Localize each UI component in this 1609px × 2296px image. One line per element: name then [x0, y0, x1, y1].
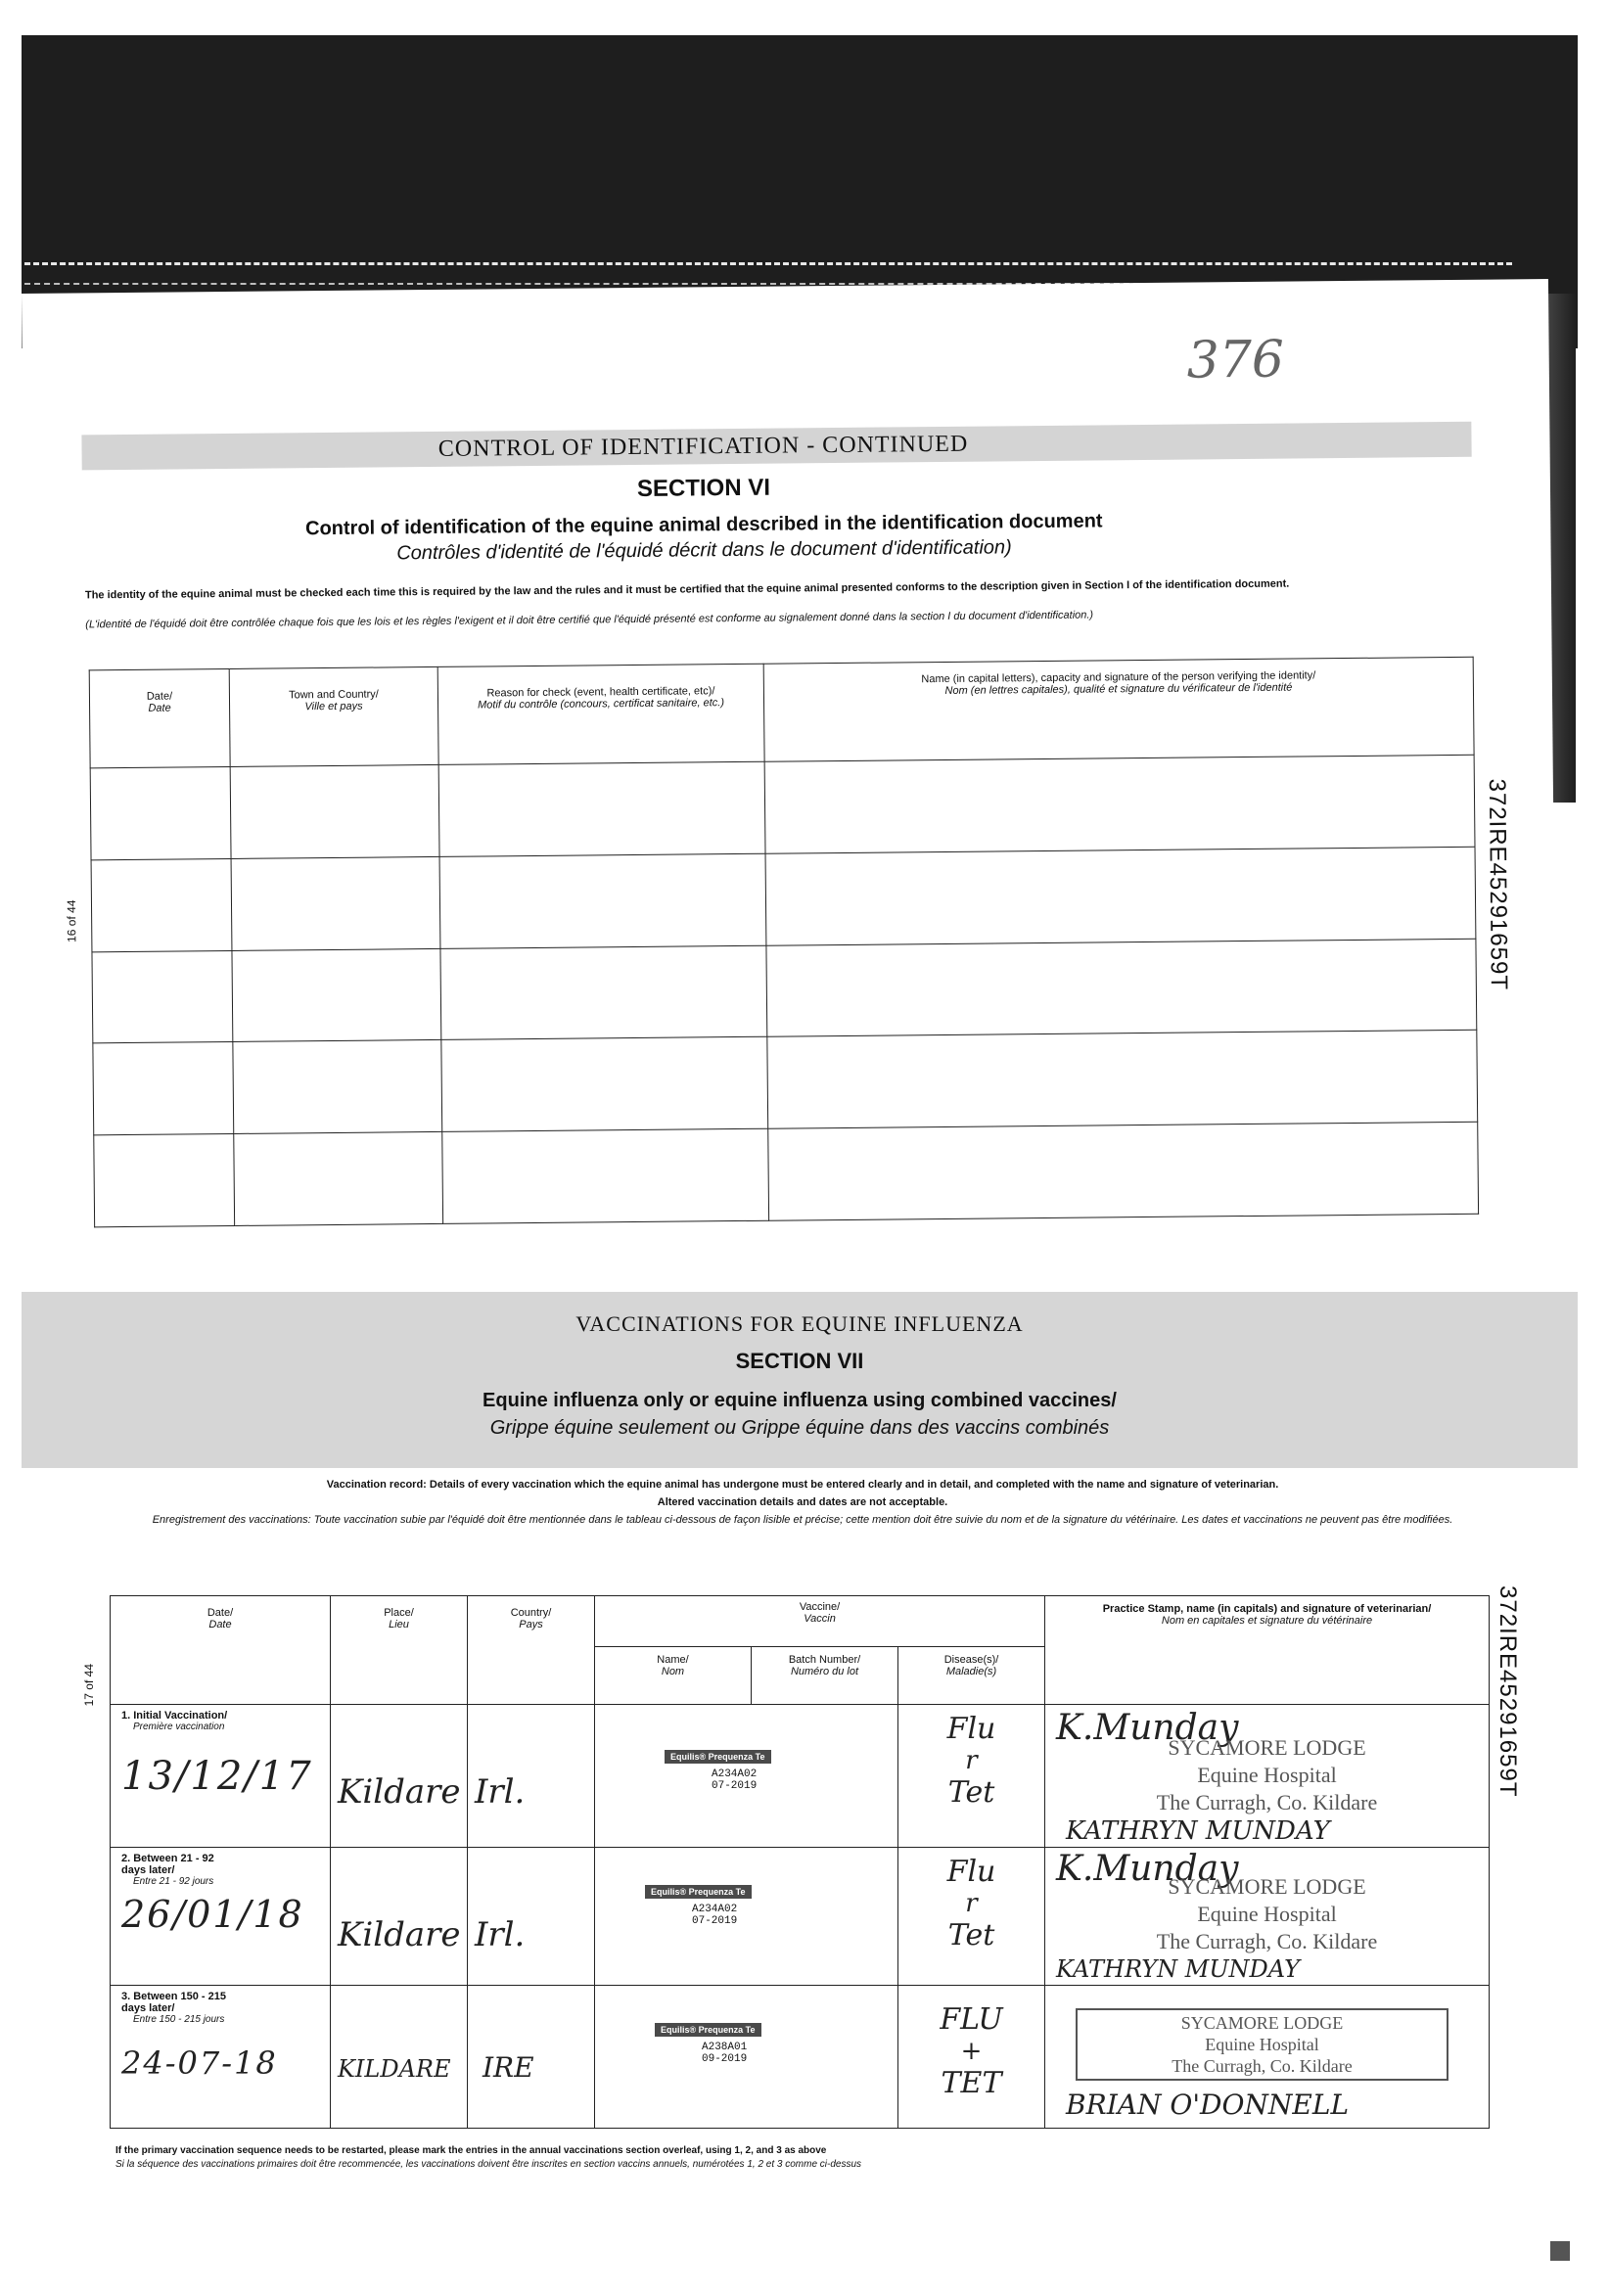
- page-number-16: 16 of 44: [64, 899, 79, 942]
- page-number-17: 17 of 44: [82, 1664, 96, 1707]
- row1-date-cell: 1. Initial Vaccination/ Première vaccination 13/12/17: [111, 1704, 331, 1848]
- row2-vet: K.Munday SYCAMORE LODGE Equine Hospital The Curragh, Co. Kildare KATHRYN MUNDAY: [1045, 1848, 1490, 1986]
- table-row: [111, 1848, 1490, 1986]
- header-vaccine-name: Name/ Nom: [595, 1647, 752, 1704]
- vaccination-record-fr: Enregistrement des vaccinations: Toute vaccination subie par l'équidé doit être mentionnée dans le tableau ci-dessous de façon lisible et précise; cette mention doit être suivie du nom et de la signature du vétérinaire. Les dates et vaccinations ne peuvent pas être modifiées.: [152, 1514, 1453, 1526]
- vaccination-record-en-2: Altered vaccination details and dates are not acceptable.: [657, 1496, 948, 1508]
- header-date: Date/ Date: [111, 1596, 331, 1705]
- row1-vaccine-sticker: Equilis® Prequenza Te A234A02 07-2019: [595, 1704, 898, 1848]
- header-batch-number: Batch Number/ Numéro du lot: [752, 1647, 898, 1704]
- row2-diseases: Flu r Tet: [898, 1848, 1045, 1986]
- section-vii-title-fr: Grippe équine seulement ou Grippe équine dans des vaccins combinés: [489, 1417, 1110, 1439]
- side-id-upper: 372IRE45291659T: [1483, 778, 1512, 991]
- section-vi-banner: CONTROL OF IDENTIFICATION - CONTINUED: [437, 431, 969, 462]
- header-place: Place/ Lieu: [331, 1596, 468, 1705]
- row3-diseases: FLU + TET: [898, 1986, 1045, 2129]
- vaccination-record-en: Vaccination record: Details of every vaccination which the equine animal has undergone must be entered clearly and in detail, and completed with the name and signature of veterinarian.: [326, 1479, 1279, 1491]
- col-town-country: Town and Country/ Ville et pays: [229, 666, 438, 766]
- col-reason: Reason for check (event, health certificate, etc)/ Motif du contrôle (concours, certificat sanitaire, etc.): [437, 664, 764, 764]
- col-date: Date/ Date: [89, 668, 230, 767]
- row2-place: Kildare: [331, 1848, 468, 1986]
- section-vi-instruction-en: The identity of the equine animal must be checked each time this is required by the law and the rules and it must be certified that the equine animal presented conforms to the description given in Section I of the identification document.: [84, 577, 1290, 602]
- section-vii-title-en: Equine influenza only or equine influenza using combined vaccines/: [483, 1390, 1117, 1411]
- header-diseases: Disease(s)/ Maladie(s): [898, 1647, 1045, 1704]
- row3-place: KILDARE: [331, 1986, 468, 2129]
- section-vi-title-en: Control of identification of the equine animal described in the identification document: [304, 510, 1103, 540]
- section-vi-table: [89, 657, 1479, 1228]
- row2-date-cell: 2. Between 21 - 92 days later/ Entre 21 - 92 jours 26/01/18: [111, 1848, 331, 1986]
- section-vi-title-fr: Contrôles d'identité de l'équidé décrit dans le document d'identification): [396, 536, 1012, 565]
- section-vii-heading: SECTION VII: [735, 1349, 864, 1373]
- row1-diseases: Flu r Tet: [898, 1704, 1045, 1848]
- row1-place: Kildare: [331, 1704, 468, 1848]
- footer-note-fr: Si la séquence des vaccinations primaires doit être recommencée, les vaccinations doivent être inscrites en section vaccins annuels, numérotées 1, 2 et 3 comme ci-dessus: [115, 2159, 862, 2170]
- row2-country: Irl.: [468, 1848, 595, 1986]
- section-vi-page: [22, 279, 1558, 1292]
- header-vet: Practice Stamp, name (in capitals) and signature of veterinarian/ Nom en capitales et signature du vétérinaire: [1045, 1596, 1490, 1705]
- table-row: [90, 755, 1475, 859]
- row3-date-cell: 3. Between 150 - 215 days later/ Entre 150 - 215 jours 24-07-18: [111, 1986, 331, 2129]
- section-vi-instruction-fr: (L'identité de l'équidé doit être contrôlée chaque fois que les lois et les règles l'exigent et il doit être certifié que l'équidé présenté est conforme au signalement donné dans la section I du document d'identification.): [85, 609, 1094, 631]
- vaccination-table: [110, 1595, 1490, 2129]
- section-vii-banner: VACCINATIONS FOR EQUINE INFLUENZA: [575, 1311, 1024, 1336]
- header-vaccine: Vaccine/ Vaccin: [595, 1596, 1045, 1647]
- row1-country: Irl.: [468, 1704, 595, 1848]
- table-row: [93, 1031, 1478, 1135]
- footer-note-en: If the primary vaccination sequence needs to be restarted, please mark the entries in the annual vaccinations section overleaf, using 1, 2, and 3 as above: [115, 2145, 827, 2156]
- side-id-lower: 372IRE45291659T: [1494, 1585, 1521, 1798]
- table-row: [94, 1122, 1479, 1226]
- table-row: [92, 939, 1477, 1043]
- table-row: [111, 1704, 1490, 1848]
- section-vi-heading: SECTION VI: [636, 474, 771, 502]
- row3-vaccine-sticker: Equilis® Prequenza Te A238A01 09-2019: [595, 1986, 898, 2129]
- col-verifier: Name (in capital letters), capacity and signature of the person verifying the identity/ Nom (en lettres capitales), qualité et signature du vérificateur de l'identité: [763, 657, 1474, 761]
- header-country: Country/ Pays: [468, 1596, 595, 1705]
- table-row: [111, 1986, 1490, 2129]
- row2-vaccine-sticker: Equilis® Prequenza Te A234A02 07-2019: [595, 1848, 898, 1986]
- row3-vet: SYCAMORE LODGE Equine Hospital The Curragh, Co. Kildare BRIAN O'DONNELL: [1045, 1986, 1490, 2129]
- handwritten-page-number: 376: [1186, 330, 1285, 390]
- row1-vet: K.Munday SYCAMORE LODGE Equine Hospital The Curragh, Co. Kildare KATHRYN MUNDAY: [1045, 1704, 1490, 1848]
- table-row: [91, 847, 1476, 951]
- row3-country: IRE: [468, 1986, 595, 2129]
- scan-corner-mark: [1550, 2241, 1570, 2261]
